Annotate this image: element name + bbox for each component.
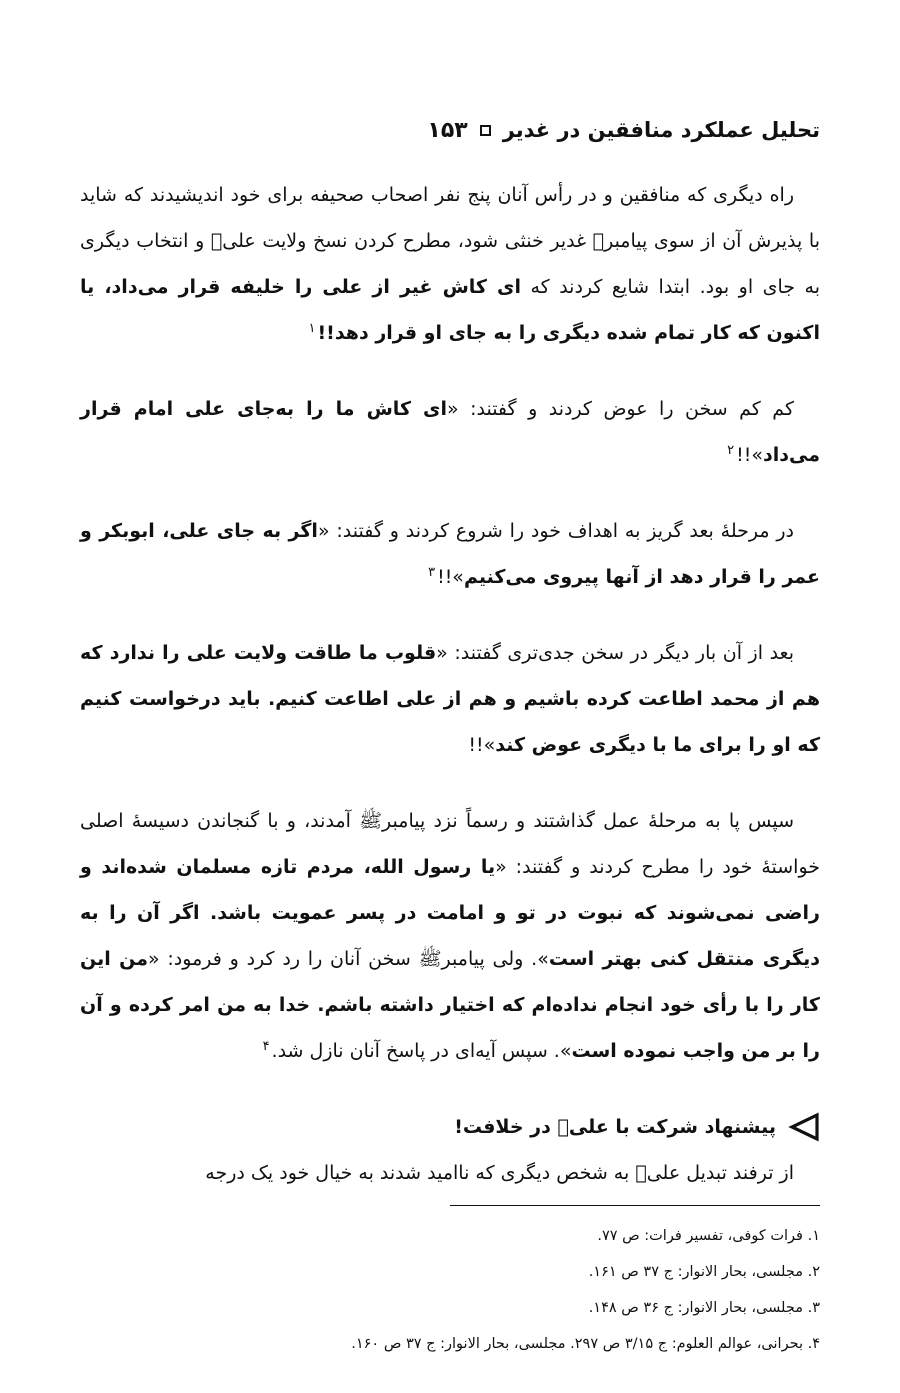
paragraph — [80, 172, 820, 356]
footnotes-list — [80, 1218, 820, 1362]
book-page — [80, 0, 820, 1393]
quoted-bold-text: یا رسول الله، مردم تازه مسلمان شده‌اند و راضی نمی‌شوند که نبوت در تو و امامت در پسر عمویت باشد. اگر آن را به دیگری منتقل کنی بهتر است — [80, 856, 820, 970]
footnote-ref: ۱ — [308, 320, 316, 336]
paragraph — [80, 798, 820, 1074]
paragraph-text: کم کم سخن را عوض کردند و گفتند: « — [446, 398, 794, 420]
quoted-bold-text: من این کار را با رأی خود انجام نداده‌ام که اختیار داشته باشم. خدا به من امر کرده و آن را بر من واجب نموده است — [80, 948, 820, 1062]
section-first-line: از ترفند تبدیل علیؑ به شخص دیگری که ناامید شدند به خیال خود یک درجه — [205, 1162, 794, 1184]
triangle-arrow-icon — [788, 1112, 820, 1142]
page-number: ۱۵۳ — [427, 117, 468, 143]
quoted-bold-text: ای کاش غیر از علی را خلیفه قرار می‌داد، یا اکنون که کار تمام شده دیگری را به جای او قرار دهد!! — [80, 276, 820, 344]
section-heading — [80, 1104, 820, 1150]
paragraph-text: ». سپس آیه‌ای در پاسخ آنان نازل شد. — [271, 1040, 572, 1062]
paragraph-text: »!! — [736, 444, 763, 466]
footnote-item: ۴. بحرانی، عوالم العلوم: ج ۳/۱۵ ص ۲۹۷. مجلسی، بحار الانوار: ج ۳۷ ص ۱۶۰. — [351, 1336, 820, 1352]
paragraph — [80, 508, 820, 600]
running-header — [80, 112, 820, 148]
paragraph-text: راه دیگری که منافقین و در رأس آنان پنج نفر اصحاب صحیفه برای خود اندیشیدند که شاید با پذیرش آن از سوی پیامبرﷺ غدیر خنثی شود، مطرح کردن نسخ ولایت علیؑ و انتخاب دیگری به جای او بود. ابتدا شایع کردند که — [80, 184, 821, 298]
footnote-item: ۱. فرات کوفی، تفسیر فرات: ص ۷۷. — [597, 1228, 820, 1244]
paragraph-text: »!! — [468, 734, 496, 756]
quoted-bold-text: قلوب ما طاقت ولایت علی را ندارد که هم از محمد اطاعت کرده باشیم و هم از علی اطاعت کنیم. باید درخواست کنیم که او را برای ما با دیگری عوض کند — [80, 642, 820, 756]
footnote-ref: ۲ — [727, 442, 735, 458]
footnote-divider — [450, 1205, 820, 1206]
paragraph-text: سپس پا به مرحلهٔ عمل گذاشتند و رسماً نزد پیامبرﷺ آمدند، و با گنجاندن دسیسهٔ اصلی خواستهٔ خود را مطرح کردند و گفتند: « — [80, 810, 820, 878]
separator-square-icon — [480, 125, 491, 136]
running-header-title: تحلیل عملکرد منافقین در غدیر — [502, 118, 820, 142]
paragraph-text: بعد از آن بار دیگر در سخن جدی‌تری گفتند: « — [436, 642, 794, 664]
paragraph-text: در مرحلهٔ بعد گریز به اهداف خود را شروع کردند و گفتند: « — [317, 520, 794, 542]
paragraph-text: »!! — [437, 566, 464, 588]
paragraph — [80, 386, 820, 478]
footnote-item: ۲. مجلسی، بحار الانوار: ج ۳۷ ص ۱۶۱. — [588, 1264, 820, 1280]
paragraph-text: ». ولی پیامبرﷺ سخن آنان را رد کرد و فرمود: « — [147, 948, 549, 970]
paragraph — [80, 630, 820, 768]
body-text — [80, 172, 820, 1196]
footnote-ref: ۳ — [428, 564, 436, 580]
footnote-item: ۳. مجلسی، بحار الانوار: ج ۳۶ ص ۱۴۸. — [588, 1300, 820, 1316]
footnote-ref: ۴ — [262, 1038, 270, 1054]
quoted-bold-text: ای کاش ما را به‌جای علی امام قرار می‌داد — [80, 398, 820, 466]
quoted-bold-text: اگر به جای علی، ابوبکر و عمر را قرار دهد از آنها پیروی می‌کنیم — [80, 520, 820, 588]
section-title: پیشنهاد شرکت با علیؑ در خلافت! — [454, 1116, 776, 1138]
